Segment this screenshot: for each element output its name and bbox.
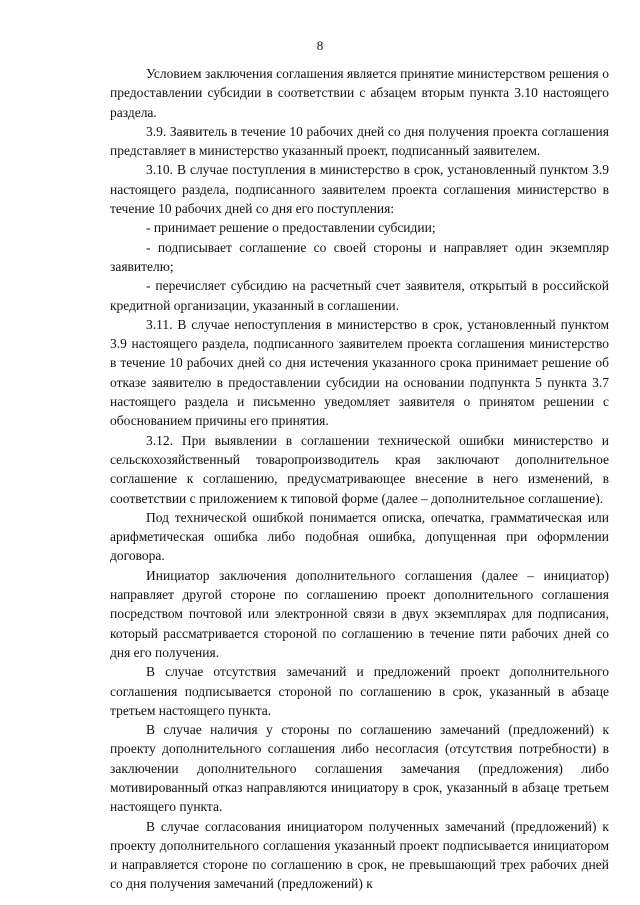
document-body (110, 64, 609, 894)
paragraph-technical-error-definition: Под технической ошибкой понимается описка, опечатка, грамматическая или арифметическая ошибка либо подобная ошибка, допущенная при оформлении договора. (110, 509, 609, 564)
paragraph-3-10: 3.10. В случае поступления в министерство в срок, установленный пунктом 3.9 настоящего раздела, подписанного заявителем проекта соглашения министерство в течение 10 рабочих дней со дня его поступления: (110, 162, 609, 217)
paragraph-approval: В случае согласования инициатором полученных замечаний (предложений) к проекту дополнительного соглашения указанный проект подписывается инициатором и направляется стороне по соглашению в срок, не превышающий трех рабочих дней со дня получения замечаний (предложений) к (110, 818, 609, 892)
list-item-transfer: - перечисляет субсидию на расчетный счет заявителя, открытый в российской кредитной организации, указанный в соглашении. (110, 278, 609, 313)
paragraph-no-remarks: В случае отсутствия замечаний и предложений проект дополнительного соглашения подписывается стороной по соглашению в срок, указанный в абзаце третьем настоящего пункта. (110, 664, 609, 718)
paragraph-remarks: В случае наличия у стороны по соглашению замечаний (предложений) к проекту дополнительного соглашения либо несогласия (отсутствия потребности) в заключении дополнительного соглашения замечания (предложения) либо мотивированный отказ направляются инициатору в срок, указанный в абзаце третьем настоящего пункта. (110, 722, 609, 815)
paragraph-3-12: 3.12. При выявлении в соглашении технической ошибки министерство и сельскохозяйственный товаропроизводитель края заключают дополнительное соглашение к соглашению, предусматривающее внесение в него изменений, в соответствии с приложением к типовой форме (далее – дополнительное соглашение). (110, 432, 609, 506)
paragraph-3-9: 3.9. Заявитель в течение 10 рабочих дней со дня получения проекта соглашения представляет в министерство указанный проект, подписанный заявителем. (110, 123, 609, 159)
paragraph-agreement-condition: Условием заключения соглашения является принятие министерством решения о предоставлении субсидии в соответствии с абзацем вторым пункта 3.10 настоящего раздела. (110, 66, 609, 120)
paragraph-3-11: 3.11. В случае непоступления в министерство в срок, установленный пунктом 3.9 настоящего раздела, подписанного заявителем проекта соглашения министерство в течение 10 рабочих дней со дня истечения указанного срока принимает решение об отказе заявителю в предоставлении субсидии на основании подпункта 5 пункта 3.7 настоящего раздела и письменно уведомляет заявителя о принятом решении с обоснованием причины его принятия. (110, 316, 609, 429)
page-number: 8 (316, 38, 324, 53)
list-item-signing: - подписывает соглашение со своей стороны и направляет один экземпляр заявителю; (110, 239, 609, 274)
list-item-decision: - принимает решение о предоставлении субсидии; (146, 220, 436, 236)
paragraph-initiator: Инициатор заключения дополнительного соглашения (далее – инициатор) направляет другой стороне по соглашению проект дополнительного соглашения посредством почтовой или электронной связи в двух экземплярах для подписания, который рассматривается стороной по соглашению в течение пяти рабочих дней со дня его получения. (110, 567, 609, 660)
